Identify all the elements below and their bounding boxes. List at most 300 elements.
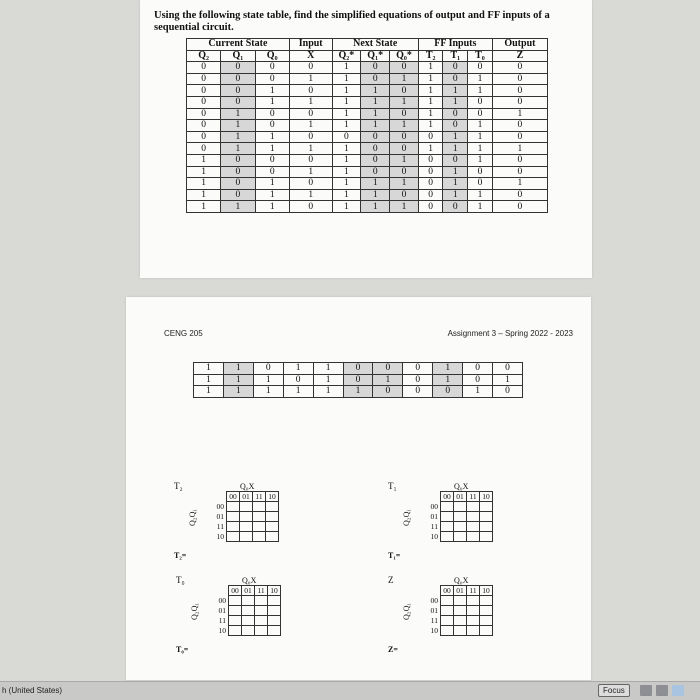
table-cell: 0 [361,73,390,85]
table-cell: 0 [187,143,221,155]
kmap-row-label: 10 [218,626,226,635]
kmap-cell[interactable] [242,596,255,606]
table-cell: 1 [221,143,255,155]
kmap-row-label: 01 [430,512,438,521]
kmap-column-label: 11 [255,586,268,596]
kmap-cell[interactable] [441,606,454,616]
kmap-cell[interactable] [266,512,279,522]
kmap-column-variable: Q₀X [240,482,255,491]
kmap-row-label: 00 [218,596,226,605]
kmap-column-variable: Q₀X [242,576,257,585]
table-cell: 0 [468,96,493,108]
table-cell: 0 [255,120,289,132]
kmap-column-label: 11 [467,492,480,502]
continued-table-body [194,363,523,398]
focus-button[interactable]: Focus [598,684,630,697]
table-cell: 1 [289,166,332,178]
table-cell: 1 [194,363,224,375]
kmap-cell[interactable] [268,626,281,636]
table-cell: 1 [221,201,255,213]
kmap-cell[interactable] [467,606,480,616]
kmap-equation-label: T₁= [388,551,401,560]
state-table [186,38,548,213]
column-header: T₁ [443,50,468,62]
table-row [187,73,548,85]
kmap-column-variable: Q₀X [454,576,469,585]
kmap-cell[interactable] [441,532,454,542]
kmap-equation-label: T₀= [176,645,189,654]
table-row [187,201,548,213]
kmap-cell[interactable] [441,522,454,532]
table-cell: 0 [187,96,221,108]
table-cell: 1 [289,120,332,132]
kmap-column-label: 01 [454,586,467,596]
kmap-name: T₂ [174,481,183,491]
table-cell: 1 [187,201,221,213]
table-cell: 0 [443,62,468,74]
kmap-row-label: 00 [430,596,438,605]
table-cell: 1 [433,363,463,375]
state-table-continued [193,362,523,398]
table-row [187,62,548,74]
table-cell: 0 [373,363,403,375]
kmap-cell[interactable] [480,616,493,626]
kmap-cell[interactable] [227,512,240,522]
table-cell: 0 [493,363,523,375]
kmap-column-label: 00 [229,586,242,596]
kmap-cell[interactable] [454,596,467,606]
kmap-name: T₁ [388,481,397,491]
table-cell: 1 [223,363,253,375]
table-cell: 1 [361,108,390,120]
table-cell: 0 [253,363,283,375]
kmap-cell[interactable] [227,522,240,532]
kmap-name: Z [388,575,394,585]
table-cell: 0 [187,131,221,143]
kmap-row-label: 11 [218,616,226,625]
kmap-cell[interactable] [467,596,480,606]
kmap-column-label: 00 [441,586,454,596]
kmap-t2 [174,481,294,581]
taskbar [0,681,700,700]
column-header-row [187,50,548,62]
kmap-cell[interactable] [480,532,493,542]
question-text: Using the following state table, find the simplified equations of output and FF inputs of a sequential circuit. [154,10,550,33]
table-cell: 0 [492,85,547,97]
table-row [187,96,548,108]
table-cell: 0 [390,189,419,201]
kmap-cell[interactable] [240,512,253,522]
kmap-cell[interactable] [255,616,268,626]
state-table-body [187,62,548,213]
table-cell: 0 [390,143,419,155]
kmap-cell[interactable] [255,626,268,636]
table-cell: 1 [187,166,221,178]
table-cell: 0 [468,178,493,190]
kmap-cell[interactable] [480,626,493,636]
kmap-row-label: 10 [430,532,438,541]
table-cell: 0 [468,62,493,74]
column-header: T₀ [468,50,493,62]
table-row [187,131,548,143]
kmap-grid [212,491,279,542]
kmap-cell[interactable] [253,532,266,542]
table-cell: 0 [492,131,547,143]
kmap-cell[interactable] [229,616,242,626]
table-cell: 1 [221,108,255,120]
kmap-cell[interactable] [268,596,281,606]
kmap-cell[interactable] [255,596,268,606]
table-cell: 0 [418,154,443,166]
table-cell: 1 [468,73,493,85]
kmap-name: T₀ [176,575,185,585]
table-cell: 1 [332,62,361,74]
kmap-column-label: 10 [266,492,279,502]
table-cell: 0 [343,374,373,386]
table-cell: 1 [443,178,468,190]
language-indicator[interactable]: h (United States) [2,686,63,695]
table-cell: 1 [255,96,289,108]
table-cell: 1 [289,96,332,108]
table-cell: 1 [492,178,547,190]
kmap-cell[interactable] [227,532,240,542]
table-cell: 1 [255,143,289,155]
table-cell: 0 [443,201,468,213]
kmap-cell[interactable] [253,522,266,532]
kmap-cell[interactable] [480,596,493,606]
table-cell: 1 [187,189,221,201]
table-cell: 0 [255,166,289,178]
table-cell: 0 [187,62,221,74]
column-header: Q₁* [361,50,390,62]
table-cell: 1 [255,189,289,201]
table-cell: 1 [253,374,283,386]
kmap-cell[interactable] [242,626,255,636]
table-cell: 0 [289,154,332,166]
table-cell: 1 [390,178,419,190]
column-header: Q₂* [332,50,361,62]
question-page [140,0,592,278]
column-header: Q₂ [187,50,221,62]
table-cell: 0 [289,62,332,74]
kmap-cell[interactable] [229,626,242,636]
table-cell: 1 [418,120,443,132]
table-cell: 1 [390,73,419,85]
table-cell: 0 [289,178,332,190]
column-header: Q₁ [221,50,255,62]
table-cell: 1 [418,143,443,155]
display-icon[interactable] [672,685,684,696]
kmap-column-label: 10 [480,586,493,596]
table-cell: 0 [255,73,289,85]
table-cell: 0 [492,154,547,166]
kmap-cell[interactable] [240,522,253,532]
kmap-cell[interactable] [266,532,279,542]
kmap-cell[interactable] [454,522,467,532]
table-cell: 0 [418,201,443,213]
kmap-cell[interactable] [467,532,480,542]
kmap-cell[interactable] [480,606,493,616]
table-cell: 0 [289,201,332,213]
kmap-row-variable: Q₂Q₁ [402,508,411,526]
table-cell: 1 [468,85,493,97]
kmap-z [388,575,508,675]
table-cell: 0 [361,166,390,178]
kmap-cell[interactable] [255,606,268,616]
table-cell: 1 [418,108,443,120]
view-mode-icon[interactable] [640,685,652,696]
table-cell: 1 [361,189,390,201]
table-cell: 0 [443,120,468,132]
table-cell: 1 [289,143,332,155]
table-cell: 1 [255,131,289,143]
table-cell: 0 [255,154,289,166]
table-cell: 0 [390,166,419,178]
kmap-row-variable: Q₂Q₁ [188,508,197,526]
kmap-cell[interactable] [229,596,242,606]
kmap-cell[interactable] [242,606,255,616]
kmap-row-label: 01 [218,606,226,615]
kmap-cell[interactable] [454,532,467,542]
table-cell: 0 [221,96,255,108]
table-cell: 1 [468,143,493,155]
kmap-cell[interactable] [441,502,454,512]
kmap-cell[interactable] [240,502,253,512]
table-cell: 1 [443,131,468,143]
table-cell: 1 [283,363,313,375]
assignment-page [126,297,591,680]
table-cell: 1 [221,120,255,132]
table-cell: 1 [283,386,313,398]
kmap-row-label: 11 [430,616,438,625]
group-next-state: Next State [332,39,418,51]
kmap-row-label: 01 [430,606,438,615]
kmap-cell[interactable] [240,532,253,542]
table-cell: 0 [492,96,547,108]
table-cell: 1 [332,143,361,155]
table-cell: 0 [463,374,493,386]
table-cell: 0 [221,85,255,97]
kmap-cell[interactable] [454,626,467,636]
kmap-corner [426,492,441,502]
kmap-grid [426,585,493,636]
table-row [187,154,548,166]
kmap-t1 [388,481,508,581]
table-cell: 0 [221,154,255,166]
table-row [194,386,523,398]
kmap-cell[interactable] [253,512,266,522]
group-current-state: Current State [187,39,290,51]
kmap-cell[interactable] [441,616,454,626]
table-cell: 1 [390,154,419,166]
table-cell: 0 [283,374,313,386]
kmap-row-label: 00 [216,502,224,511]
table-cell: 1 [390,201,419,213]
kmap-row-label: 00 [430,502,438,511]
kmap-corner [212,492,227,502]
group-ff-inputs: FF Inputs [418,39,492,51]
kmap-cell[interactable] [480,502,493,512]
table-cell: 0 [493,386,523,398]
kmap-cell[interactable] [227,502,240,512]
table-cell: 1 [332,96,361,108]
table-cell: 1 [332,201,361,213]
table-cell: 1 [443,85,468,97]
table-cell: 1 [418,96,443,108]
table-cell: 0 [468,166,493,178]
table-cell: 0 [492,189,547,201]
table-cell: 1 [390,120,419,132]
kmap-cell[interactable] [253,502,266,512]
kmap-row-variable: Q₂Q₁ [190,602,199,620]
table-row [187,120,548,132]
table-cell: 1 [443,166,468,178]
table-cell: 1 [468,131,493,143]
table-cell: 0 [255,62,289,74]
kmap-cell[interactable] [441,512,454,522]
table-cell: 1 [418,62,443,74]
kmap-row-label: 01 [216,512,224,521]
table-cell: 1 [313,374,343,386]
kmap-corner [426,586,441,596]
table-row [187,166,548,178]
table-cell: 0 [390,108,419,120]
table-cell: 1 [223,374,253,386]
kmap-column-label: 01 [240,492,253,502]
kmap-cell[interactable] [266,502,279,512]
kmap-row-label: 11 [430,522,438,531]
table-cell: 0 [289,131,332,143]
column-header: Q₀ [255,50,289,62]
table-cell: 0 [221,178,255,190]
table-cell: 0 [403,374,433,386]
kmap-cell[interactable] [467,522,480,532]
table-cell: 0 [361,143,390,155]
table-cell: 1 [332,85,361,97]
table-cell: 1 [332,178,361,190]
table-cell: 0 [255,108,289,120]
table-cell: 1 [433,374,463,386]
table-cell: 0 [361,131,390,143]
table-cell: 1 [443,96,468,108]
table-cell: 1 [463,386,493,398]
kmap-row-label: 10 [430,626,438,635]
kmap-cell[interactable] [454,502,467,512]
table-cell: 1 [443,143,468,155]
column-header: X [289,50,332,62]
table-cell: 0 [373,386,403,398]
kmap-cell[interactable] [441,596,454,606]
table-cell: 1 [194,386,224,398]
kmap-cell[interactable] [467,502,480,512]
kmap-row-label: 11 [216,522,224,531]
kmap-cell[interactable] [229,606,242,616]
table-cell: 0 [390,85,419,97]
table-cell: 0 [418,178,443,190]
table-cell: 0 [289,85,332,97]
table-cell: 1 [289,189,332,201]
kmap-column-label: 10 [480,492,493,502]
kmap-cell[interactable] [480,512,493,522]
table-cell: 0 [343,363,373,375]
table-cell: 1 [223,386,253,398]
table-cell: 0 [187,108,221,120]
layout-icon[interactable] [656,685,668,696]
table-cell: 0 [492,166,547,178]
kmap-t0 [176,575,296,675]
kmap-column-label: 11 [467,586,480,596]
table-row [194,363,523,375]
kmap-cell[interactable] [454,512,467,522]
table-cell: 0 [390,62,419,74]
kmap-cell[interactable] [268,616,281,626]
kmap-corner [214,586,229,596]
table-cell: 1 [332,154,361,166]
table-cell: 0 [221,189,255,201]
kmap-cell[interactable] [467,512,480,522]
table-cell: 0 [418,166,443,178]
table-cell: 1 [361,201,390,213]
table-cell: 0 [221,73,255,85]
table-cell: 1 [492,108,547,120]
table-row [187,85,548,97]
kmap-column-label: 01 [454,492,467,502]
table-cell: 1 [468,120,493,132]
table-row [194,374,523,386]
kmap-cell[interactable] [454,616,467,626]
kmap-cell[interactable] [454,606,467,616]
table-cell: 1 [255,178,289,190]
table-cell: 1 [493,374,523,386]
table-cell: 0 [418,189,443,201]
kmap-cell[interactable] [467,626,480,636]
kmap-column-label: 00 [227,492,240,502]
table-row [187,108,548,120]
kmap-cell[interactable] [242,616,255,626]
table-cell: 0 [468,108,493,120]
table-row [187,143,548,155]
table-cell: 1 [332,120,361,132]
table-cell: 0 [418,131,443,143]
assignment-label: Assignment 3 – Spring 2022 - 2023 [447,329,573,338]
table-cell: 0 [443,108,468,120]
table-cell: 1 [418,73,443,85]
kmap-cell[interactable] [268,606,281,616]
kmap-equation-label: Z= [388,645,398,654]
column-header: Z [492,50,547,62]
column-header: Q₀* [390,50,419,62]
kmap-cell[interactable] [467,616,480,626]
table-cell: 1 [332,189,361,201]
table-cell: 0 [463,363,493,375]
kmap-grid [214,585,281,636]
table-cell: 0 [187,73,221,85]
kmap-cell[interactable] [480,522,493,532]
table-cell: 1 [255,201,289,213]
table-cell: 0 [403,386,433,398]
course-label: CENG 205 [164,329,203,338]
table-cell: 1 [253,386,283,398]
kmap-row-label: 10 [216,532,224,541]
table-cell: 0 [332,131,361,143]
table-cell: 0 [187,120,221,132]
column-header: T₂ [418,50,443,62]
table-cell: 1 [373,374,403,386]
table-cell: 0 [221,62,255,74]
table-cell: 0 [187,85,221,97]
kmap-cell[interactable] [266,522,279,532]
kmap-cell[interactable] [441,626,454,636]
